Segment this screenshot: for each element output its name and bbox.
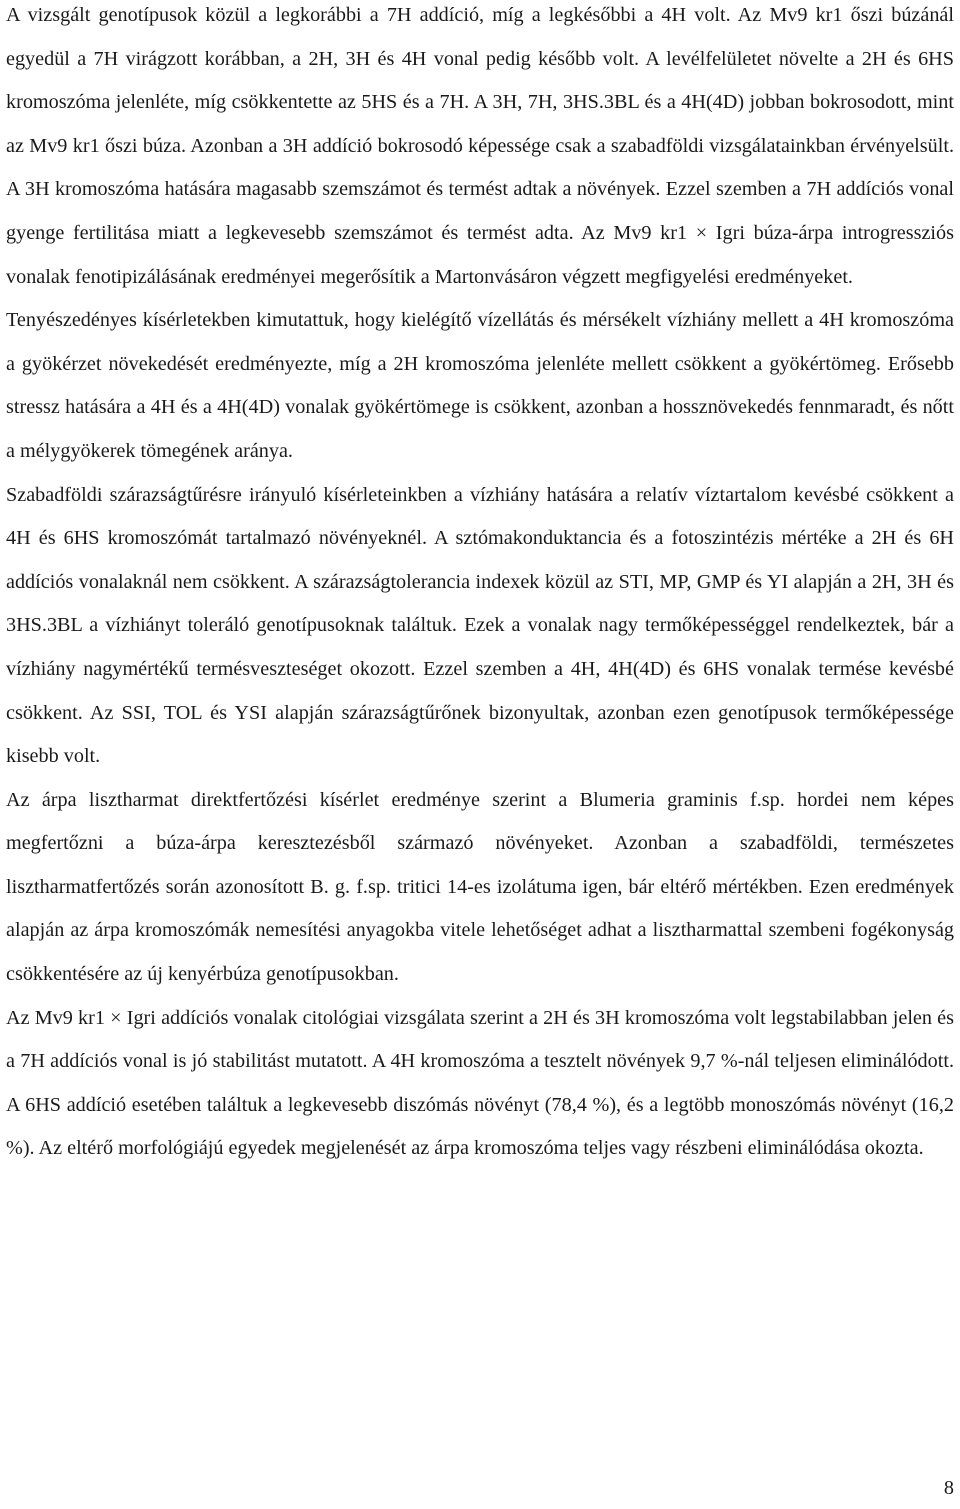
paragraph-drought-tolerance: Szabadföldi szárazságtűrésre irányuló kísérleteinkben a vízhiány hatására a relatív víztartalom kevésbé csökkent a 4H és 6HS kromoszómát tartalmazó növényeknél. A sztómakonduktancia és a fotoszintézis mértéke a 2H és 6H addíciós vonalaknál nem csökkent. A szárazságtolerancia indexek közül az STI, MP, GMP és YI alapján a 2H, 3H és 3HS.3BL a vízhiányt toleráló genotípusoknak találtuk. Ezek a vonalak nagy termőképességgel rendelkeztek, bár a vízhiány nagymértékű termésveszteséget okozott. Ezzel szemben a 4H, 4H(4D) és 6HS vonalak termése kevésbé csökkent. Az SSI, TOL és YSI alapján szárazságtűrőnek bizonyultak, azonban ezen genotípusok termőképessége kisebb volt.	[6, 483, 954, 768]
page-number: 8	[943, 1477, 954, 1499]
paragraph-powdery-mildew: Az árpa lisztharmat direktfertőzési kísérlet eredménye szerint a Blumeria graminis f.sp. hordei nem képes megfertőzni a búza-árpa keresztezésből származó növényeket. Azonban a szabadföldi, természetes lisztharmatfertőzés során azonosított B. g. f.sp. tritici 14-es izolátuma igen, bár eltérő mértékben. Ezen eredmények alapján az árpa kromoszómák nemesítési anyagokba vitele lehetőséget adhat a lisztharmattal szembeni fogékonyság csökkentésére az új kenyérbúza genotípusokban.	[6, 788, 954, 986]
paragraph-phenology: A vizsgált genotípusok közül a legkorábbi a 7H addíció, míg a legkésőbbi a 4H volt. Az Mv9 kr1 őszi búzánál egyedül a 7H virágzott korábban, a 2H, 3H és 4H vonal pedig később volt. A levélfelületet növelte a 2H és 6HS kromoszóma jelenléte, míg csökkentette az 5HS és a 7H. A 3H, 7H, 3HS.3BL és a 4H(4D) jobban bokrosodott, mint az Mv9 kr1 őszi búza. Azonban a 3H addíció bokrosodó képessége csak a szabadföldi vizsgálatainkban érvényelsült. A 3H kromoszóma hatására magasabb szemszámot és termést adtak a növények. Ezzel szemben a 7H addíciós vonal gyenge fertilitása miatt a legkevesebb szemszámot és termést adta. Az Mv9 kr1 × Igri búza-árpa introgressziós vonalak fenotipizálásának eredményei megerősítik a Martonvásáron végzett megfigyelési eredményeket.	[6, 4, 954, 288]
document-body	[6, 0, 954, 1171]
paragraph-cytology: Az Mv9 kr1 × Igri addíciós vonalak citológiai vizsgálata szerint a 2H és 3H kromoszóma volt legstabilabban jelen és a 7H addíciós vonal is jó stabilitást mutatott. A 4H kromoszóma a tesztelt növények 9,7 %-nál teljesen eliminálódott. A 6HS addíció esetében találtuk a legkevesebb diszómás növényt (78,4 %), és a legtöbb monoszómás növényt (16,2 %). Az eltérő morfológiájú egyedek megjelenését az árpa kromoszóma teljes vagy részbeni eliminálódása okozta.	[6, 1006, 954, 1160]
paragraph-root-growth: Tenyészedényes kísérletekben kimutattuk, hogy kielégítő vízellátás és mérsékelt vízhiány mellett a 4H kromoszóma a gyökérzet növekedését eredményezte, míg a 2H kromoszóma jelenléte mellett csökkent a gyökértömeg. Erősebb stressz hatására a 4H és a 4H(4D) vonalak gyökértömege is csökkent, azonban a hossznövekedés fennmaradt, és nőtt a mélygyökerek tömegének aránya.	[6, 309, 954, 462]
